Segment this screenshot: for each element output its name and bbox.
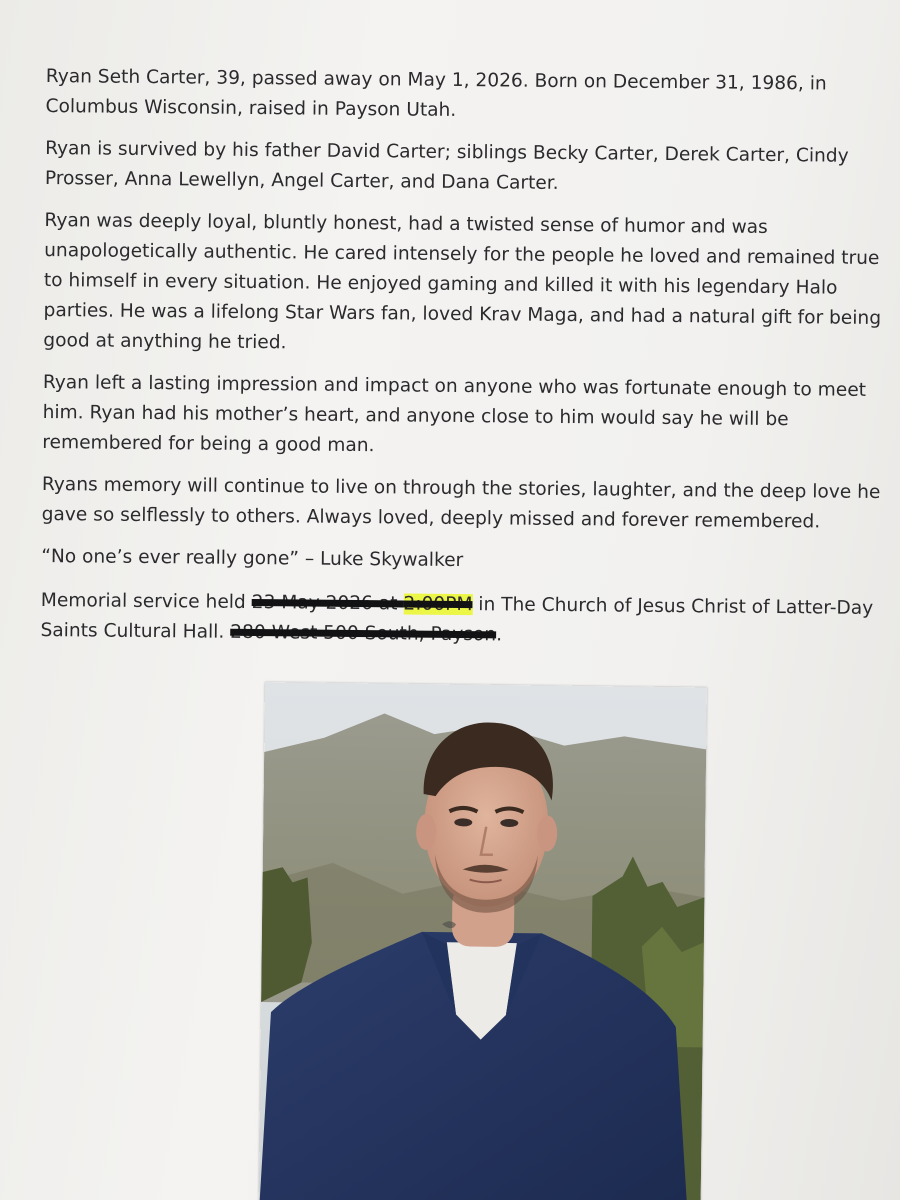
portrait-photo [258,682,707,1200]
quote-line: “No one’s ever really gone” – Luke Skywalker [41,545,464,572]
redacted-address: 280 West 500 South, Payson [230,621,497,646]
memorial-paragraph [40,586,881,654]
memorial-venue: in The Church of Jesus Christ of Latter-Day Saints Cultural Hall. [40,594,874,643]
intro-paragraph: Ryan Seth Carter, 39, passed away on May 1, 2026. Born on December 31, 1986, in Columbus Wisconsin, raised in Payson Utah. [45,65,827,121]
impression-paragraph: Ryan left a lasting impression and impact on anyone who was fortunate enough to meet him. Ryan had his mother’s heart, and anyone close to him would say he will be remembered for being a good man. [42,371,867,457]
highlighted-redacted-time: 2:00PM [403,593,473,616]
memorial-suffix: . [496,624,503,646]
memory-paragraph: Ryans memory will continue to live on through the stories, laughter, and the deep love he gave so selflessly to others. Always loved, deeply missed and forever remembered. [41,473,881,533]
obituary-text [40,62,886,666]
survived-paragraph: Ryan is survived by his father David Carter; siblings Becky Carter, Derek Carter, Cindy Prosser, Anna Lewellyn, Angel Carter, and Dana Carter. [44,137,849,194]
portrait-photo-svg [258,682,707,1200]
redacted-date: 23 May 2026 at [251,591,404,615]
character-paragraph: Ryan was deeply loyal, bluntly honest, had a twisted sense of humor and was unapologetically authentic. He cared intensely for the people he loved and remained true to himself in every situation. He enjoyed gaming and killed it with his legendary Halo parties. He was a lifelong Star Wars fan, loved Krav Maga, and had a natural gift for being good at anything he tried. [43,209,882,354]
memorial-prefix: Memorial service held [40,589,252,613]
